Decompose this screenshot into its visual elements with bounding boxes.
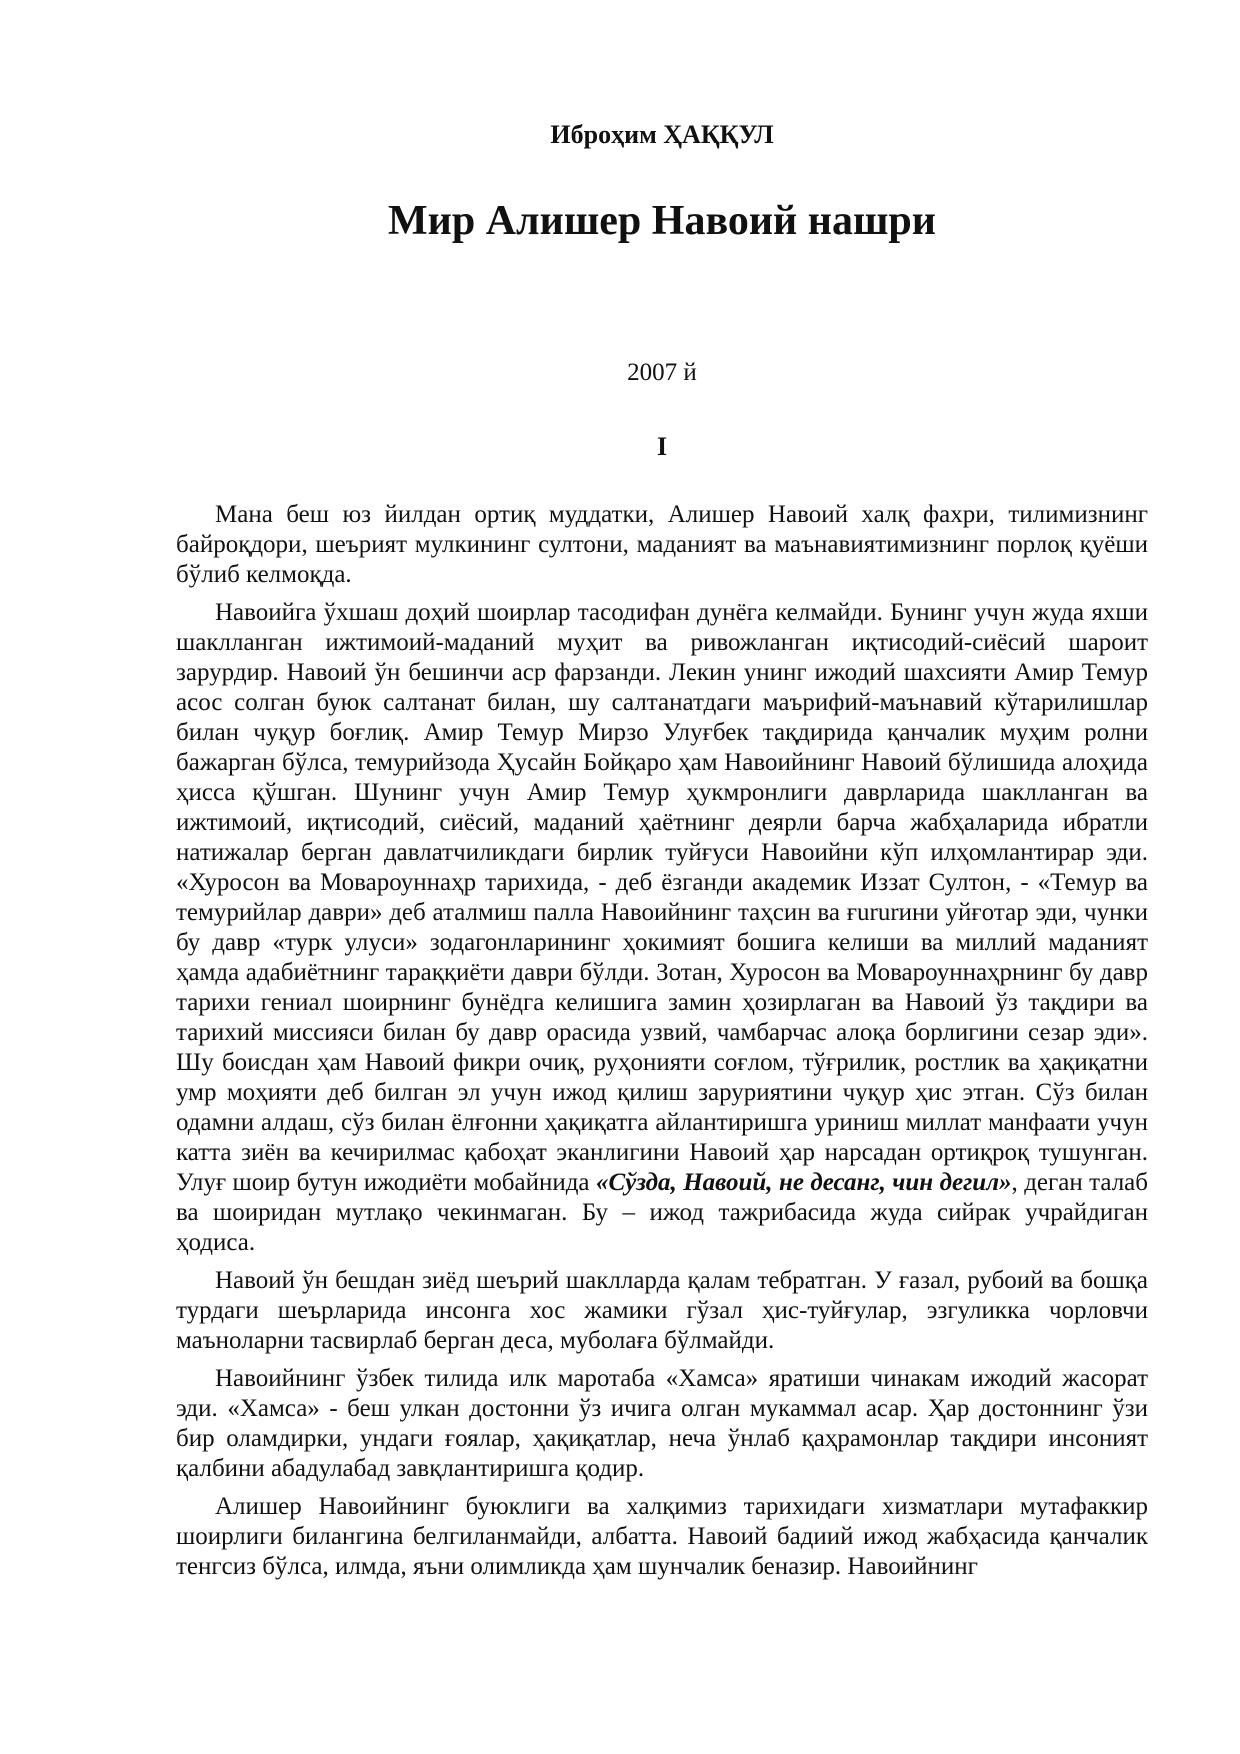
document-body xyxy=(176,500,1148,1590)
paragraph-2-ending: , деган талаб ва шоиридан мутлақо чекинмаган. Бу – ижод тажрибасида жуда сийрак учрайдиган ҳодиса. xyxy=(176,1169,1148,1256)
paragraph-3: Навоий ўн бешдан зиёд шеърий шаклларда қалам тебратган. У ғазал, рубоий ва бошқа турдаги шеърларида инсонга хос жамики гўзал ҳис-туйғулар, эзгуликка чорловчи маъноларни тасвирлаб берган деса, муболаға бўлмайди. xyxy=(176,1267,1148,1354)
navoi-quote: «Сўзда, Навоий, не десанг, чин дегил» xyxy=(595,1169,1012,1196)
paragraph-1: Мана беш юз йилдан ортиқ муддатки, Алишер Навоий халқ фахри, тилимизнинг байроқдори, шеърият мулкининг султони, маданият ва маънавиятимизнинг порлоқ қуёши бўлиб келмоқда. xyxy=(176,501,1148,588)
publication-year: 2007 й xyxy=(627,359,697,386)
paragraph-2 xyxy=(176,598,1148,1258)
author-name: Иброҳим ҲАҚҚУЛ xyxy=(550,120,774,149)
paragraph-2-text: Навоийга ўхшаш доҳий шоирлар тасодифан дунёга келмайди. Бунинг учун жуда яхши шаклланган ижтимоий-маданий муҳит ва ривожланган иқтисодий-сиёсий шароит зарурдир. Навоий ўн бешинчи аср фарзанди. Лекин унинг ижодий шахсияти Амир Темур асос солган буюк салтанат билан, шу салтанатдаги маърифий-маънавий кўтарилишлар билан чуқур боғлиқ. Амир Темур Мирзо Улуғбек тақдирида қанчалик муҳим ролни бажарган бўлса, темурийзода Ҳусайн Бойқаро ҳам Навоийнинг Навоий бўлишида алоҳида ҳисса қўшган. Шунинг учун Амир Темур ҳукмронлиги даврларида шаклланган ва ижтимоий, иқтисодий, сиёсий, маданий ҳаётнинг деярли барча жабҳаларида ибратли натижалар берган давлатчиликдаги бирлик туйғуси Навоийни кўп илҳомлантирар эди. «Хуросон ва Мовароуннаҳр тарихида, - деб ёзганди академик Иззат Султон, - «Темур ва темурийлар даври» деб аталмиш палла Навоийнинг таҳсин ва ғururини уйғотар эди, чунки бу давр «турк улуси» зодагонларининг ҳокимият бошига келиши ва миллий маданият ҳамда адабиётнинг тараққиёти даври бўлди. Зотан, Хуросон ва Мовароуннаҳрнинг бу давр тарихи гениал шоирнинг бунёдга келишига замин ҳозирлаган ва Навоий ўз тақдири ва тарихий миссияси билан бу давр орасида узвий, чамбарчас алоқа борлигини сезар эди». Шу боисдан ҳам Навоий фикри очиқ, руҳонияти соғлом, тўғрилик, ростлик ва ҳақиқатни умр моҳияти деб билган эл учун ижод қилиш заруриятини чуқур ҳис этган. Сўз билан одамни алдаш, сўз билан ёлғонни ҳақиқатга айлантиришга уриниш миллат манфаати учун катта зиён ва кечирилмас қабоҳат эканлигини Навоий ҳар нарсадан ортиқроқ тушунган. Улуғ шоир бутун ижодиёти мобайнида xyxy=(176,599,1148,1196)
document-title: Мир Алишер Навоий нашри xyxy=(388,198,936,244)
paragraph-5: Алишер Навоийнинг буюклиги ва халқимиз тарихидаги хизматлари мутафаккир шоирлиги билангина белгиланмайди, албатта. Навоий бадиий ижод жабҳасида қанчалик тенгсиз бўлса, илмда, яъни олимликда ҳам шунчалик беназир. Навоийнинг xyxy=(176,1493,1148,1580)
section-number: I xyxy=(656,432,668,461)
paragraph-4: Навоийнинг ўзбек тилида илк маротаба «Хамса» яратиши чинакам ижодий жасорат эди. «Хамса» - беш улкан достонни ўз ичига олган мукаммал асар. Ҳар достоннинг ўзи бир оламдирки, ундаги ғоялар, ҳақиқатлар, неча ўнлаб қаҳрамонлар тақдири инсоният қалбини абадулабад завқлантиришга қодир. xyxy=(176,1365,1148,1482)
